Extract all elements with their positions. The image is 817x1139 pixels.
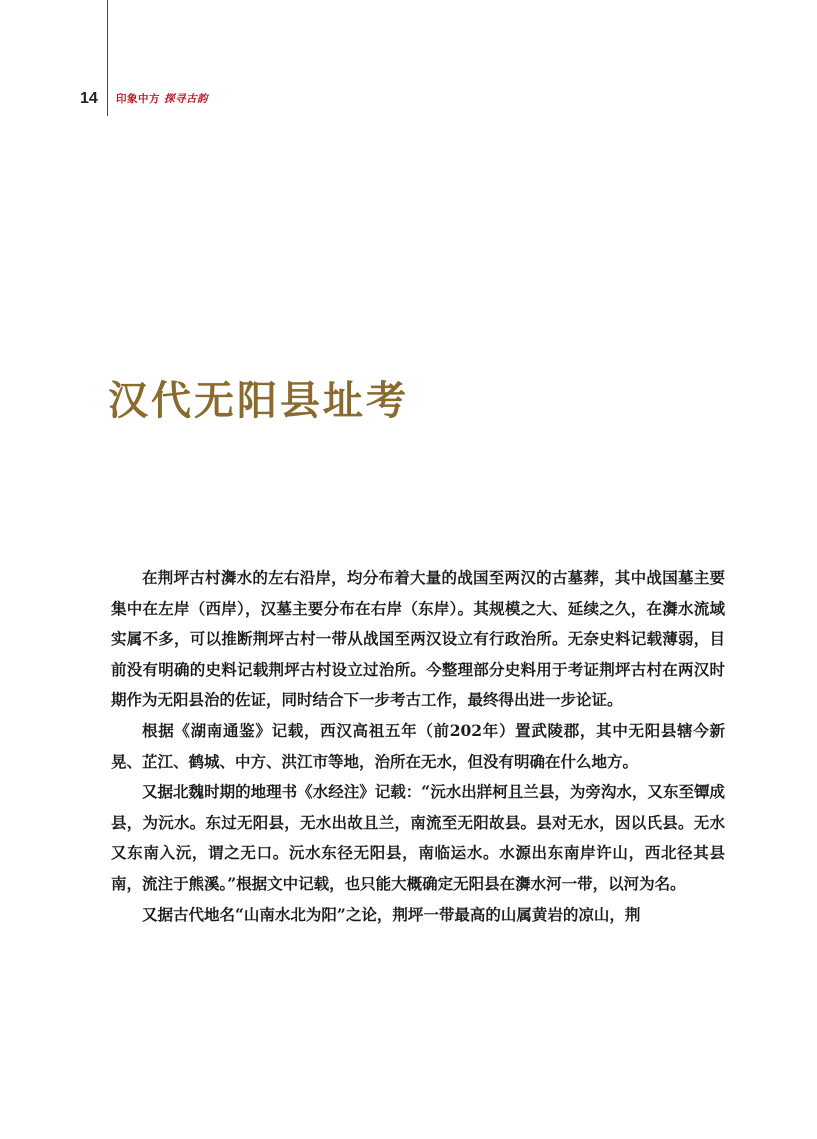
paragraph: 在荆坪古村㵲水的左右沿岸，均分布着大量的战国至两汉的古墓葬，其中战国墓主要集中在左岸（西岸），汉墓主要分布在右岸（东岸）。其规模之大、延续之久，在㵲水流域实属不多，可以推断荆坪古村一带从战国至两汉设立有行政治所。无奈史料记载薄弱，目前没有明确的史料记载荆坪古村设立过治所。今整理部分史料用于考证荆坪古村在两汉时期作为无阳县治的佐证，同时结合下一步考古工作，最终得出进一步论证。	[111, 568, 725, 710]
page-number: 14	[80, 90, 98, 107]
paragraph: 根据《湖南通鉴》记载，西汉高祖五年（前202年）置武陵郡，其中无阳县辖今新晃、芷江、鹤城、中方、洪江市等地，治所在无水，但没有明确在什么地方。	[111, 720, 725, 771]
article-body	[111, 563, 725, 930]
paragraph: 又据古代地名“山南水北为阳”之论，荆坪一带最高的山属黄岩的凉山，荆	[142, 904, 641, 924]
article-title: 汉代无阳县址考	[108, 377, 409, 424]
running-head-main: 印象中方	[116, 93, 160, 105]
running-header	[0, 88, 400, 110]
running-head-sub: 探寻古韵	[164, 93, 208, 105]
paragraph: 又据北魏时期的地理书《水经注》记载：“沅水出牂柯且兰县，为旁沟水，又东至镡成县，为沅水。东过无阳县，无水出故且兰，南流至无阳故县。县对无水，因以氏县。无水又东南入沅，谓之无口。沅水东径无阳县，南临运水。水源出东南岸许山，西北径其县南，流注于熊溪。”根据文中记载，也只能大概确定无阳县在㵲水河一带，以河为名。	[111, 782, 725, 893]
running-head	[116, 88, 208, 110]
